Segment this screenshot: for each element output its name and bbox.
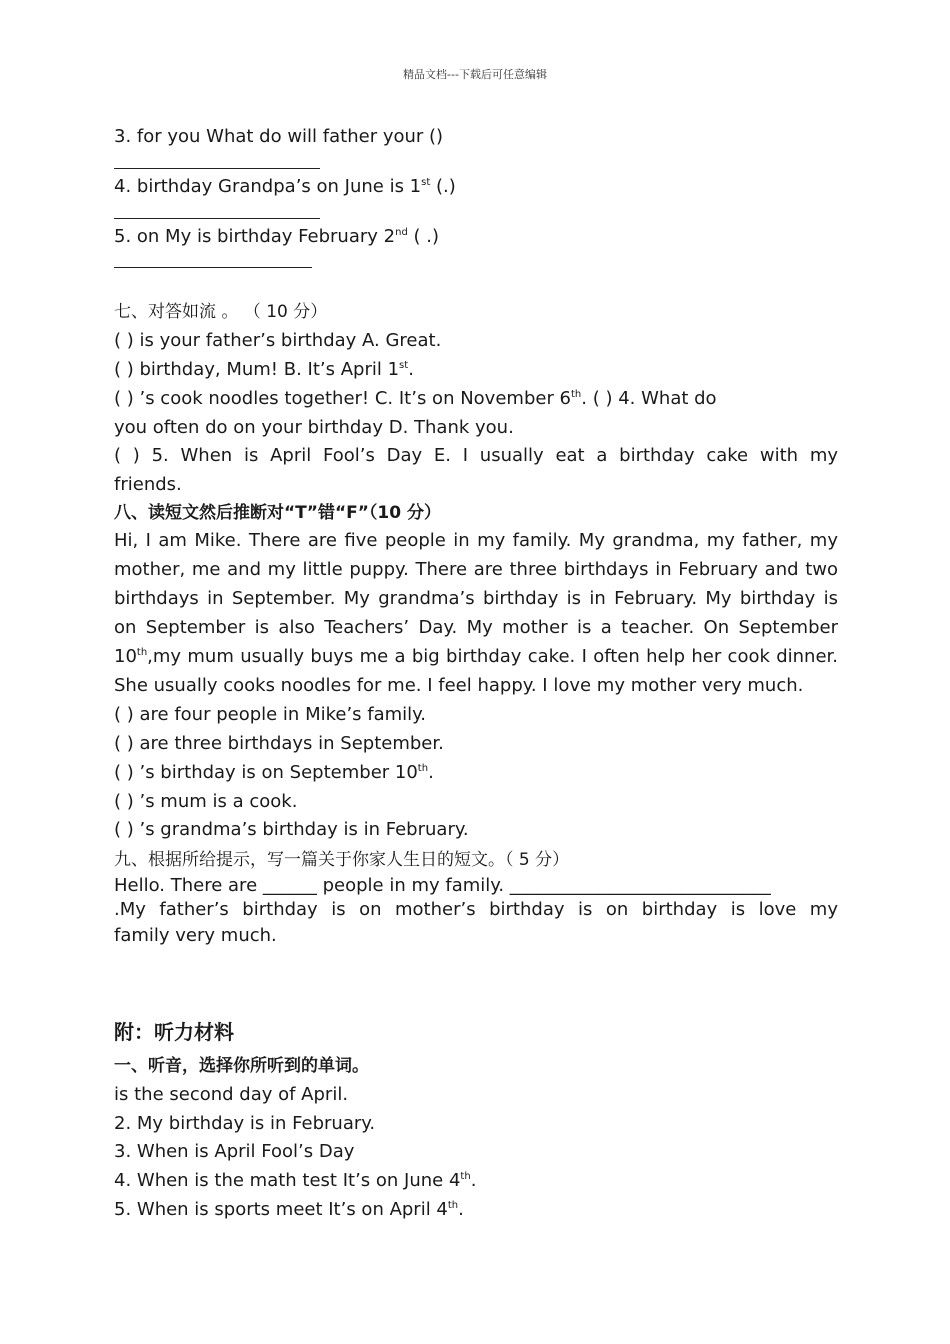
writing-line-1: Hello. There are ______ people in my family. _____________________________ [114,875,771,896]
match-line-6: friends. [114,474,182,495]
listening-line-5: 5. When is sports meet It’s on April 4th. [114,1199,464,1220]
passage-line-5: 10th,my mum usually buys me a big birthday cake. I often help her cook dinner. [114,646,838,667]
match-line-3: ( ) ’s cook noodles together! C. It’s on November 6th. ( ) 4. What do [114,388,717,409]
passage-line-6: She usually cooks noodles for me. I feel happy. I love my mother very much. [114,675,804,696]
passage-line-1: Hi, I am Mike. There are five people in my family. My grandma, my father, my [114,530,838,551]
appendix-title: 附：听力材料 [114,1020,234,1044]
tf-question-4: ( ) ’s mum is a cook. [114,791,298,812]
listening-line-3: 3. When is April Fool’s Day [114,1141,355,1162]
question-4: 4. birthday Grandpa’s on June is 1st (.) [114,176,456,197]
tf-question-5: ( ) ’s grandma’s birthday is in February. [114,819,469,840]
page-header: 精品文档---下载后可任意编辑 [403,68,547,81]
listening-line-2: 2. My birthday is in February. [114,1113,376,1134]
listening-line-4: 4. When is the math test It’s on June 4th. [114,1170,477,1191]
answer-line-4 [114,218,320,219]
passage-line-3: birthdays in September. My grandma’s birthday is in February. My birthday is [114,588,838,609]
match-line-5: ( ) 5. When is April Fool’s Day E. I usually eat a birthday cake with my [114,445,838,466]
tf-question-1: ( ) are four people in Mike’s family. [114,704,426,725]
tf-question-2: ( ) are three birthdays in September. [114,733,444,754]
answer-line-5 [114,267,312,268]
writing-line-2: .My father’s birthday is on mother’s birthday is on birthday is love my [114,899,838,920]
match-line-1: ( ) is your father’s birthday A. Great. [114,330,442,351]
match-line-4: you often do on your birthday D. Thank you. [114,417,514,438]
section-8-title: 八、读短文然后推断对“T”错“F”（10 分） [114,503,441,523]
answer-line-3 [114,168,320,169]
section-7-title: 七、对答如流 。 （ 10 分） [114,302,328,322]
passage-line-2: mother, me and my little puppy. There are three birthdays in February and two [114,559,838,580]
appendix-subtitle: 一、听音，选择你所听到的单词。 [114,1056,369,1076]
question-5: 5. on My is birthday February 2nd ( .) [114,226,440,247]
writing-line-3: family very much. [114,925,277,946]
question-3: 3. for you What do will father your () [114,126,444,147]
tf-question-3: ( ) ’s birthday is on September 10th. [114,762,434,783]
listening-line-1: is the second day of April. [114,1084,349,1105]
passage-line-4: on September is also Teachers’ Day. My mother is a teacher. On September [114,617,838,638]
section-9-title: 九、根据所给提示，写一篇关于你家人生日的短文。（ 5 分） [114,850,570,870]
match-line-2: ( ) birthday, Mum! B. It’s April 1st. [114,359,414,380]
